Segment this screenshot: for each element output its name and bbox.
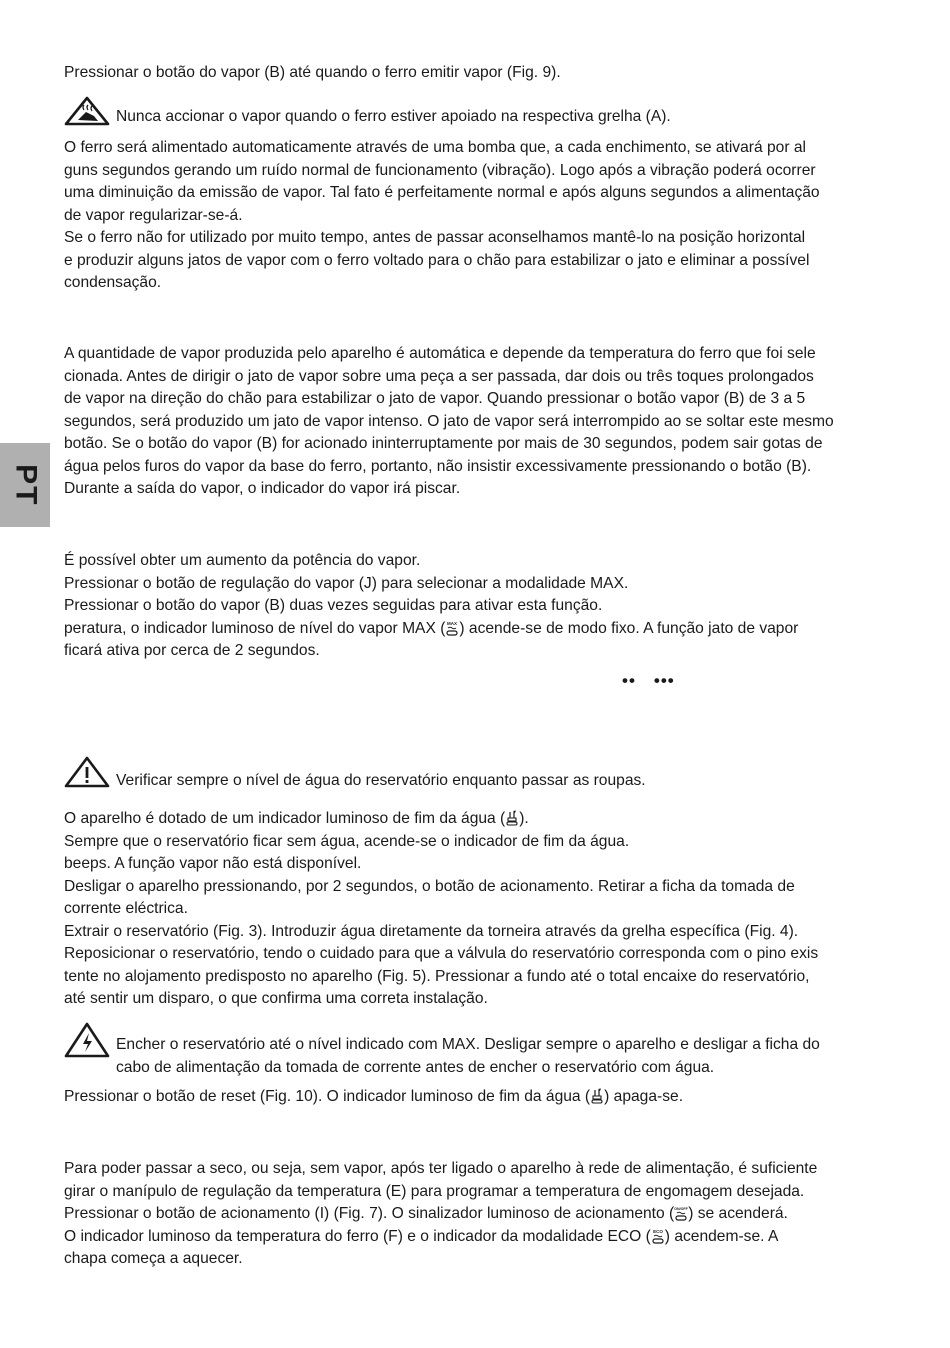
text-line: O ferro será alimentado automaticamente através de uma bomba que, a cada enchimento, se ativará por al [64, 139, 806, 156]
section3-body [64, 550, 867, 663]
text-line: chapa começa a aquecer. [64, 1250, 243, 1267]
text-line: de vapor regularizar-se-á. [64, 206, 243, 224]
section5-body [64, 1158, 867, 1271]
text-line: uma diminuição da emissão de vapor. Tal fato é perfeitamente normal e após alguns segundos a alimentação [64, 184, 820, 201]
text-line: O indicador luminoso da temperatura do ferro (F) e o indicador da modalidade ECO ( ECO ) acendem-se. A [64, 1227, 779, 1245]
text-line: guns segundos gerando um ruído normal de funcionamento (vibração). Logo após a vibração poderá ocorrer [64, 161, 816, 179]
text-line: Durante a saída do vapor, o indicador do vapor irá piscar. [64, 480, 461, 497]
text-line: água pelos furos do vapor da base do ferro, portanto, não insistir excessivamente pressionando o botão (B). [64, 457, 812, 475]
svg-text:MAX: MAX [447, 620, 458, 626]
text-line: Sempre que o reservatório ficar sem água, acende-se o indicador de fim da água. [64, 832, 630, 850]
text-line: até sentir um disparo, o que confirma uma correta instalação. [64, 990, 488, 1007]
dots-two: •• [622, 671, 636, 690]
hot-surface-warning-icon [64, 96, 110, 126]
reset-instruction: Pressionar o botão de reset (Fig. 10). O indicador luminoso de fim da água ( ) apaga-se. [64, 1088, 684, 1105]
hot-surface-warning-text: Nunca accionar o vapor quando o ferro estiver apoiado na respectiva grelha (A). [116, 108, 671, 125]
text-line: O aparelho é dotado de um indicador luminoso de fim da água ( ). [64, 810, 529, 827]
electric-warning [64, 1022, 867, 1078]
text-line: tente no alojamento predisposto no aparelho (Fig. 5). Pressionar a fundo até o total encaixe do reservatório, [64, 967, 810, 985]
text-line: beeps. A função vapor não está disponível. [64, 855, 362, 872]
text-line: botão. Se o botão do vapor (B) for acionado ininterruptamente por mais de 30 segundos, podem sair gotas de [64, 435, 823, 452]
text-line: Pressionar o botão de acionamento (I) (Fig. 7). O sinalizador luminoso de acionamento ( ON/OFF ) se acenderá. [64, 1205, 788, 1222]
text-line: cionada. Antes de dirigir o jato de vapor sobre uma peça a ser passada, dar dois ou três toques prolongados [64, 367, 814, 385]
text-line: ficará ativa por cerca de 2 segundos. [64, 642, 320, 659]
water-empty-icon [590, 1088, 604, 1104]
power-on-icon [674, 1205, 688, 1221]
caution-warning-icon [64, 756, 110, 788]
section1-body [64, 137, 867, 295]
text-line: A quantidade de vapor produzida pelo aparelho é automática e depende da temperatura do ferro que foi sele [64, 345, 816, 362]
section2-body [64, 343, 867, 501]
eco-mode-icon [651, 1228, 665, 1244]
text-line: cabo de alimentação da tomada de corrente antes de encher o reservatório com água. [116, 1058, 715, 1076]
water-level-warning-text: Verificar sempre o nível de água do reservatório enquanto passar as roupas. [116, 772, 646, 789]
water-level-warning [64, 756, 867, 790]
language-tab-label: PT [9, 463, 43, 507]
text-line: Encher o reservatório até o nível indicado com MAX. Desligar sempre o aparelho e desligar a ficha do [116, 1036, 820, 1053]
text-line: Pressionar o botão de regulação do vapor (J) para selecionar a modalidade MAX. [64, 574, 629, 592]
indicator-dots [622, 670, 693, 693]
text-line: peratura, o indicador luminoso de nível do vapor MAX ( MAX ) acende-se de modo fixo. A função jato de vapor [64, 619, 799, 637]
hot-surface-warning [64, 96, 867, 130]
text-line: condensação. [64, 274, 162, 291]
water-empty-icon [505, 810, 519, 826]
text-line: de vapor na direção do chão para estabilizar o jato de vapor. Quando pressionar o botão vapor (B) de 3 a 5 [64, 390, 806, 407]
text-line: Desligar o aparelho pressionando, por 2 segundos, o botão de acionamento. Retirar a ficha da tomada de [64, 877, 795, 895]
steam-max-icon [445, 620, 459, 636]
text-line: Extrair o reservatório (Fig. 3). Introduzir água diretamente da torneira através da grelha específica (Fig. 4). [64, 922, 799, 940]
electric-warning-text [116, 1034, 867, 1079]
svg-text:ON/OFF: ON/OFF [674, 1207, 688, 1211]
text-line: Pressionar o botão do vapor (B) duas vezes seguidas para ativar esta função. [64, 597, 603, 614]
text-line: Reposicionar o reservatório, tendo o cuidado para que a válvula do reservatório corresponda com o pino exis [64, 945, 819, 962]
text-line: corrente eléctrica. [64, 900, 188, 917]
svg-text:ECO: ECO [652, 1228, 663, 1234]
text-line: e produzir alguns jatos de vapor com o ferro voltado para o chão para estabilizar o jato e eliminar a possível [64, 251, 810, 269]
section4-body [64, 808, 867, 1011]
text-line: Para poder passar a seco, ou seja, sem vapor, após ter ligado o aparelho à rede de alimentação, é suficiente [64, 1160, 818, 1177]
text-line: segundos, será produzido um jato de vapor intenso. O jato de vapor será interrompido ao se soltar este mesmo [64, 412, 834, 430]
text-line: Se o ferro não for utilizado por muito tempo, antes de passar aconselhamos mantê-lo na posição horizontal [64, 229, 806, 246]
text-line: É possível obter um aumento da potência do vapor. [64, 552, 421, 569]
text-line: girar o manípulo de regulação da temperatura (E) para programar a temperatura de engomagem desejada. [64, 1182, 805, 1200]
language-tab [0, 443, 50, 527]
electric-shock-warning-icon [64, 1022, 110, 1058]
dots-three: ••• [653, 671, 675, 690]
steam-intro: Pressionar o botão do vapor (B) até quando o ferro emitir vapor (Fig. 9). [64, 64, 561, 81]
